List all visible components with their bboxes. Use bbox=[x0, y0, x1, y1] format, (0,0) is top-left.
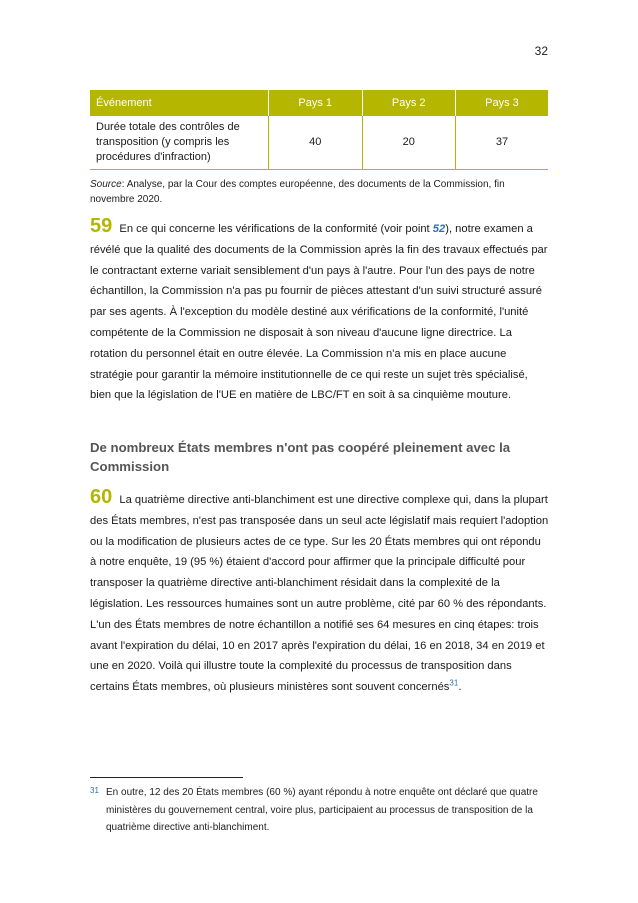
table-header-row bbox=[90, 90, 548, 116]
point-reference-link[interactable]: 52 bbox=[432, 223, 446, 235]
source-label: Source bbox=[90, 179, 122, 190]
footnote-separator bbox=[90, 777, 243, 778]
footnote-reference-link[interactable]: 31 bbox=[449, 678, 459, 688]
paragraph-59 bbox=[90, 216, 550, 406]
paragraph-text-end: ), notre examen a révélé que la qualité des documents de la Commission après la fin des travaux effectués par le contractant externe variait sensiblement d'un pays à l'autre. Pour l'un des pays de notre échantillon, la Commission n'a pas pu fournir de pièces attestant d'un suivi structuré assuré par ses agents. À l'exception du modèle destiné aux vérifications de la conformité, l'unité compétente de la Commission ne disposait à son niveau d'aucune ligne directrice. La rotation du personnel était en outre élevée. La Commission n'a mis en place aucune stratégie pour garantir la mémoire institutionnelle de ce qui reste un sujet très spécialisé, bien que la législation de l'UE en matière de LBC/FT en soit à sa cinquième mouture. bbox=[90, 223, 548, 402]
table-source-note bbox=[90, 177, 550, 207]
column-header-country-2: Pays 2 bbox=[362, 90, 456, 116]
row-label: Durée totale des contrôles de transposition (y compris les procédures d'infraction) bbox=[90, 116, 269, 170]
column-header-event: Événement bbox=[90, 90, 269, 116]
footnote-number: 31 bbox=[90, 786, 99, 795]
cell-country-1: 40 bbox=[269, 116, 363, 170]
table-row bbox=[90, 116, 548, 170]
column-header-country-3: Pays 3 bbox=[456, 90, 549, 116]
cell-country-2: 20 bbox=[362, 116, 456, 170]
column-header-country-1: Pays 1 bbox=[269, 90, 363, 116]
paragraph-text-start: En ce qui concerne les vérifications de la conformité (voir point bbox=[119, 223, 433, 235]
footnote bbox=[90, 784, 550, 837]
footnote-text: En outre, 12 des 20 États membres (60 %) ayant répondu à notre enquête ont déclaré que quatre ministères du gouvernement central, voire plus, participaient au processus de transposition de la quatrième directive anti-blanchiment. bbox=[106, 787, 538, 833]
section-heading: De nombreux États membres n'ont pas coopéré pleinement avec la Commission bbox=[90, 440, 511, 474]
paragraph-text-end: . bbox=[458, 681, 462, 694]
transposition-table bbox=[90, 90, 548, 170]
paragraph-60 bbox=[90, 487, 550, 698]
paragraph-text: La quatrième directive anti-blanchiment est une directive complexe qui, dans la plupart des États membres, n'est pas transposée dans un seul acte législatif mais requiert l'adoption ou la modification de plusieurs actes de ce type. Sur les 20 États membres qui ont répondu à notre enquête, 19 (95 %) étaient d'accord pour affirmer que la principale difficulté pour transposer la quatrième directive anti-blanchiment résidait dans la complexité de la législation. Les ressources humaines sont un autre problème, cité par 60 % des répondants. L'un des États membres de notre échantillon a notifié ses 64 mesures en cinq étapes: trois avant l'expiration du délai, 10 en 2017 après l'expiration du délai, 16 en 2018, 34 en 2019 et une en 2020. Voilà qui illustre toute la complexité du processus de transposition dans certains États membres, où plusieurs ministères sont souvent concernés bbox=[90, 494, 549, 694]
page-number: 32 bbox=[534, 44, 548, 58]
source-text: : Analyse, par la Cour des comptes européenne, des documents de la Commission, fin novembre 2020. bbox=[90, 179, 505, 205]
paragraph-number: 59 bbox=[90, 215, 113, 237]
cell-country-3: 37 bbox=[456, 116, 549, 170]
paragraph-number: 60 bbox=[90, 486, 113, 508]
